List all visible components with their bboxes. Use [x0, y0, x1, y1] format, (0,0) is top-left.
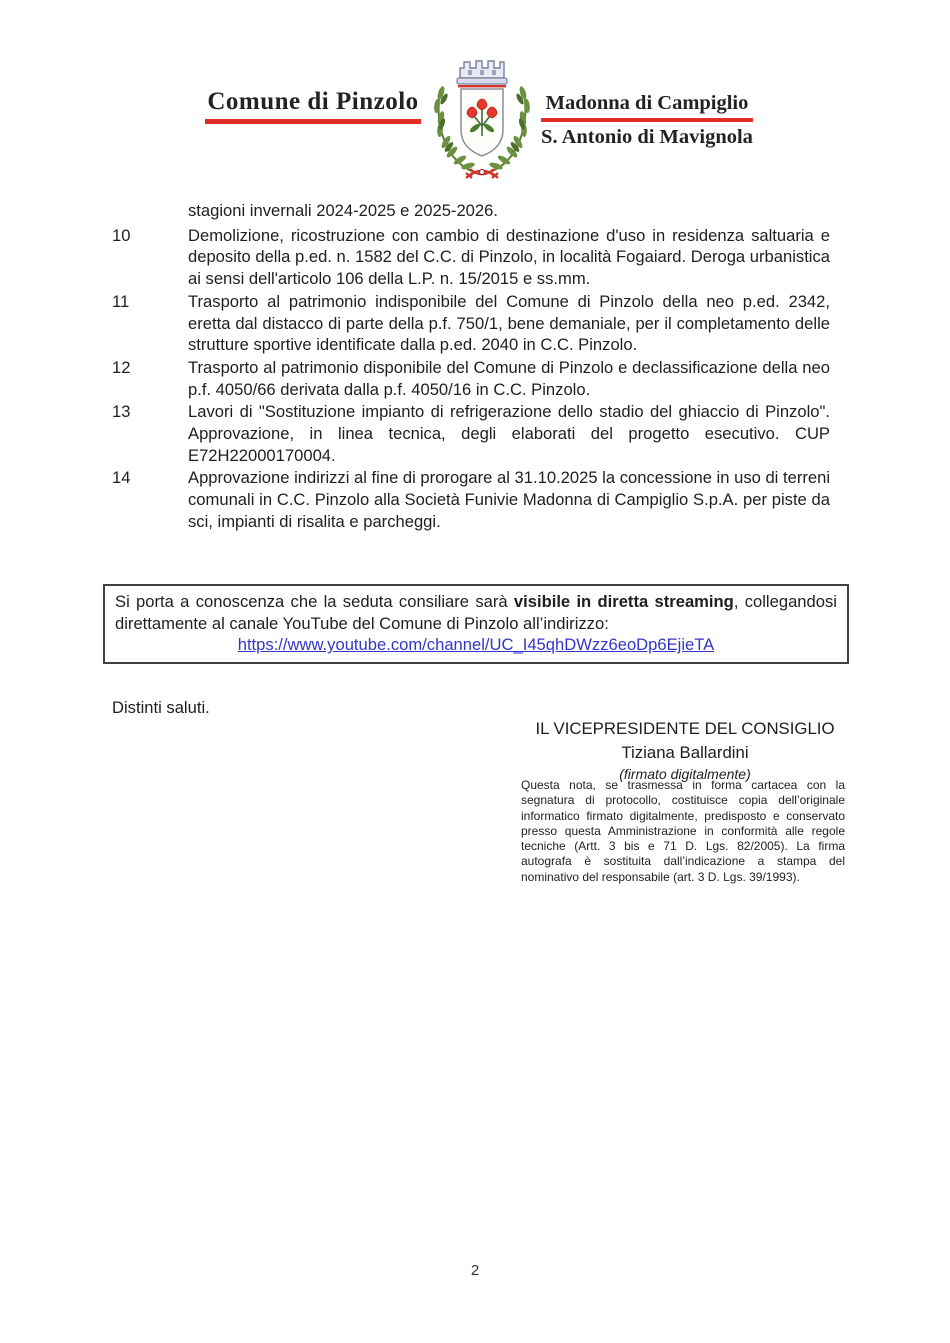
notice-text-bold: visibile in diretta streaming: [513, 592, 734, 611]
signature-block: [520, 719, 850, 782]
agenda-item-11: [112, 291, 830, 356]
agenda-item-10: [112, 225, 830, 290]
youtube-channel-link[interactable]: https://www.youtube.com/channel/UC_I45qhDWzz6eoDp6EjieTA: [237, 635, 715, 655]
header-left-title: Comune di Pinzolo: [205, 88, 421, 124]
agenda-item-text: Approvazione indirizzi al fine di prorogare al 31.10.2025 la concessione in uso di terreni comunali in C.C. Pinzolo alla Società Funivie Madonna di Campiglio S.p.A. per piste da sci, impianti di risalita e parcheggi.: [188, 468, 831, 531]
agenda-item-13: [112, 401, 830, 466]
municipal-crest-icon: [426, 56, 538, 186]
agenda-item-text: Demolizione, ricostruzione con cambio di destinazione d'uso in residenza saltuaria e deposito della p.ed. n. 1582 del C.C. di Pinzolo, in località Fogaiard. Deroga urbanistica ai sensi dell'articolo 106 della L.P. n. 15/2015 e ss.mm.: [188, 225, 831, 289]
agenda-item-number: 12: [112, 357, 131, 377]
notice-text-before: Si porta a conoscenza che la seduta consiliare sarà: [115, 592, 514, 611]
signer-name: Tiziana Ballardini: [621, 743, 749, 762]
agenda-item-text: Lavori di "Sostituzione impianto di refrigerazione dello stadio del ghiaccio di Pinzolo". Approvazione, in linea tecnica, degli elaborati del progetto esecutivo. CUP E72H22000170004.: [188, 402, 830, 465]
salutation: Distinti saluti.: [112, 698, 210, 717]
streaming-notice-box: [103, 584, 849, 664]
youtube-link-line: [115, 634, 837, 656]
agenda-item-14: [112, 467, 830, 532]
agenda-item-number: 10: [112, 225, 131, 245]
digitally-signed-note: (firmato digitalmente): [619, 766, 751, 782]
page-number: 2: [470, 1262, 480, 1279]
header-right-titles: [541, 92, 753, 149]
agenda-item-text: Trasporto al patrimonio disponibile del Comune di Pinzolo e declassificazione della neo p.f. 4050/66 derivata dalla p.f. 4050/16 in C.C. Pinzolo.: [188, 357, 830, 399]
agenda-item-text: Trasporto al patrimonio indisponibile del Comune di Pinzolo della neo p.ed. 2342, eretta dal distacco di parte della p.f. 750/1, bene demaniale, per il completamento delle strutture sportive identificate dalla p.ed. 2040 in C.C. Pinzolo.: [188, 291, 830, 355]
agenda-continuation-line: stagioni invernali 2024-2025 e 2025-2026.: [188, 201, 498, 220]
notice-text-after: , collegandosi direttamente al canale YouTube del Comune di Pinzolo all’indirizzo:: [115, 592, 837, 633]
digital-signature-legal-note: Questa nota, se trasmessa in forma cartacea con la segnatura di protocollo, costituisce copia dell’originale informatico firmato digitalmente, predisposto e conservato presso questa Amministrazione in conformità alle regole tecniche (Artt. 3 bis e 71 D. Lgs. 82/2005). La firma autografa è sostituita dall’indicazione a stampa del nominativo del responsabile (art. 3 D. Lgs. 39/1993).: [521, 778, 845, 884]
agenda-item-number: 14: [112, 468, 131, 488]
header-title-campiglio: Madonna di Campiglio: [541, 92, 753, 122]
agenda-item-12: [112, 357, 830, 400]
header-title-mavignola: S. Antonio di Mavignola: [541, 126, 753, 148]
agenda-item-number: 11: [112, 291, 130, 311]
streaming-notice-text: [115, 591, 837, 634]
agenda-list: [112, 200, 830, 534]
signer-title: IL VICEPRESIDENTE DEL CONSIGLIO: [535, 719, 835, 738]
agenda-item-number: 13: [112, 402, 131, 422]
